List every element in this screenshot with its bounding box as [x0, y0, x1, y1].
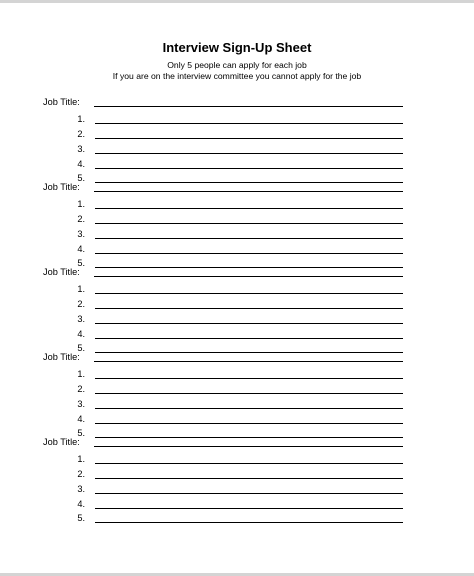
applicant-name-line[interactable]: [95, 408, 403, 409]
applicant-number: 4.: [77, 244, 85, 254]
applicant-row: [0, 512, 474, 524]
applicant-row: [0, 398, 474, 410]
applicant-row: [0, 383, 474, 395]
applicant-row: [0, 483, 474, 495]
applicant-number: 4.: [77, 414, 85, 424]
applicant-number: 4.: [77, 499, 85, 509]
applicant-row: [0, 498, 474, 510]
job-title-row: [0, 266, 474, 278]
applicant-number: 5.: [77, 428, 85, 438]
applicant-name-line[interactable]: [95, 338, 403, 339]
applicant-row: [0, 128, 474, 140]
applicant-name-line[interactable]: [95, 393, 403, 394]
job-title-label: Job Title:: [43, 437, 80, 447]
applicant-name-line[interactable]: [95, 168, 403, 169]
applicant-row: [0, 158, 474, 170]
applicant-number: 3.: [77, 314, 85, 324]
job-title-label: Job Title:: [43, 352, 80, 362]
applicant-number: 1.: [77, 369, 85, 379]
applicant-row: [0, 143, 474, 155]
applicant-name-line[interactable]: [95, 253, 403, 254]
applicant-number: 2.: [77, 384, 85, 394]
applicant-number: 1.: [77, 199, 85, 209]
applicant-number: 2.: [77, 469, 85, 479]
applicant-number: 5.: [77, 258, 85, 268]
applicant-row: [0, 413, 474, 425]
applicant-name-line[interactable]: [95, 493, 403, 494]
job-title-row: [0, 351, 474, 363]
applicant-name-line[interactable]: [95, 153, 403, 154]
job-title-line[interactable]: [94, 446, 403, 447]
sheet-subtitle-limit: Only 5 people can apply for each job: [167, 60, 307, 70]
applicant-name-line[interactable]: [95, 522, 403, 523]
applicant-name-line[interactable]: [95, 478, 403, 479]
applicant-number: 5.: [77, 173, 85, 183]
applicant-row: [0, 328, 474, 340]
applicant-number: 1.: [77, 454, 85, 464]
applicant-row: [0, 198, 474, 210]
job-title-line[interactable]: [94, 276, 403, 277]
applicant-row: [0, 468, 474, 480]
applicant-name-line[interactable]: [95, 423, 403, 424]
job-title-row: [0, 436, 474, 448]
applicant-number: 3.: [77, 144, 85, 154]
applicant-name-line[interactable]: [95, 223, 403, 224]
applicant-number: 5.: [77, 343, 85, 353]
applicant-name-line[interactable]: [95, 238, 403, 239]
job-title-label: Job Title:: [43, 182, 80, 192]
applicant-row: [0, 213, 474, 225]
applicant-row: [0, 243, 474, 255]
applicant-row: [0, 453, 474, 465]
job-title-line[interactable]: [94, 191, 403, 192]
applicant-row: [0, 113, 474, 125]
applicant-name-line[interactable]: [95, 308, 403, 309]
applicant-row: [0, 313, 474, 325]
applicant-number: 2.: [77, 214, 85, 224]
applicant-row: [0, 298, 474, 310]
applicant-name-line[interactable]: [95, 138, 403, 139]
job-title-line[interactable]: [94, 106, 403, 107]
applicant-number: 4.: [77, 159, 85, 169]
job-title-row: [0, 96, 474, 108]
applicant-number: 5.: [77, 513, 85, 523]
applicant-name-line[interactable]: [95, 508, 403, 509]
applicant-name-line[interactable]: [95, 463, 403, 464]
applicant-number: 4.: [77, 329, 85, 339]
applicant-row: [0, 283, 474, 295]
applicant-name-line[interactable]: [95, 378, 403, 379]
sheet-subtitle-committee: If you are on the interview committee you cannot apply for the job: [112, 71, 362, 81]
applicant-name-line[interactable]: [95, 123, 403, 124]
job-title-label: Job Title:: [43, 267, 80, 277]
applicant-number: 3.: [77, 229, 85, 239]
applicant-row: [0, 228, 474, 240]
applicant-name-line[interactable]: [95, 293, 403, 294]
applicant-number: 1.: [77, 284, 85, 294]
job-title-row: [0, 181, 474, 193]
applicant-number: 3.: [77, 484, 85, 494]
applicant-name-line[interactable]: [95, 208, 403, 209]
applicant-number: 3.: [77, 399, 85, 409]
applicant-number: 2.: [77, 129, 85, 139]
applicant-number: 1.: [77, 114, 85, 124]
job-title-line[interactable]: [94, 361, 403, 362]
job-title-label: Job Title:: [43, 97, 80, 107]
sheet-title: Interview Sign-Up Sheet: [162, 40, 312, 55]
applicant-name-line[interactable]: [95, 323, 403, 324]
applicant-row: [0, 368, 474, 380]
applicant-number: 2.: [77, 299, 85, 309]
